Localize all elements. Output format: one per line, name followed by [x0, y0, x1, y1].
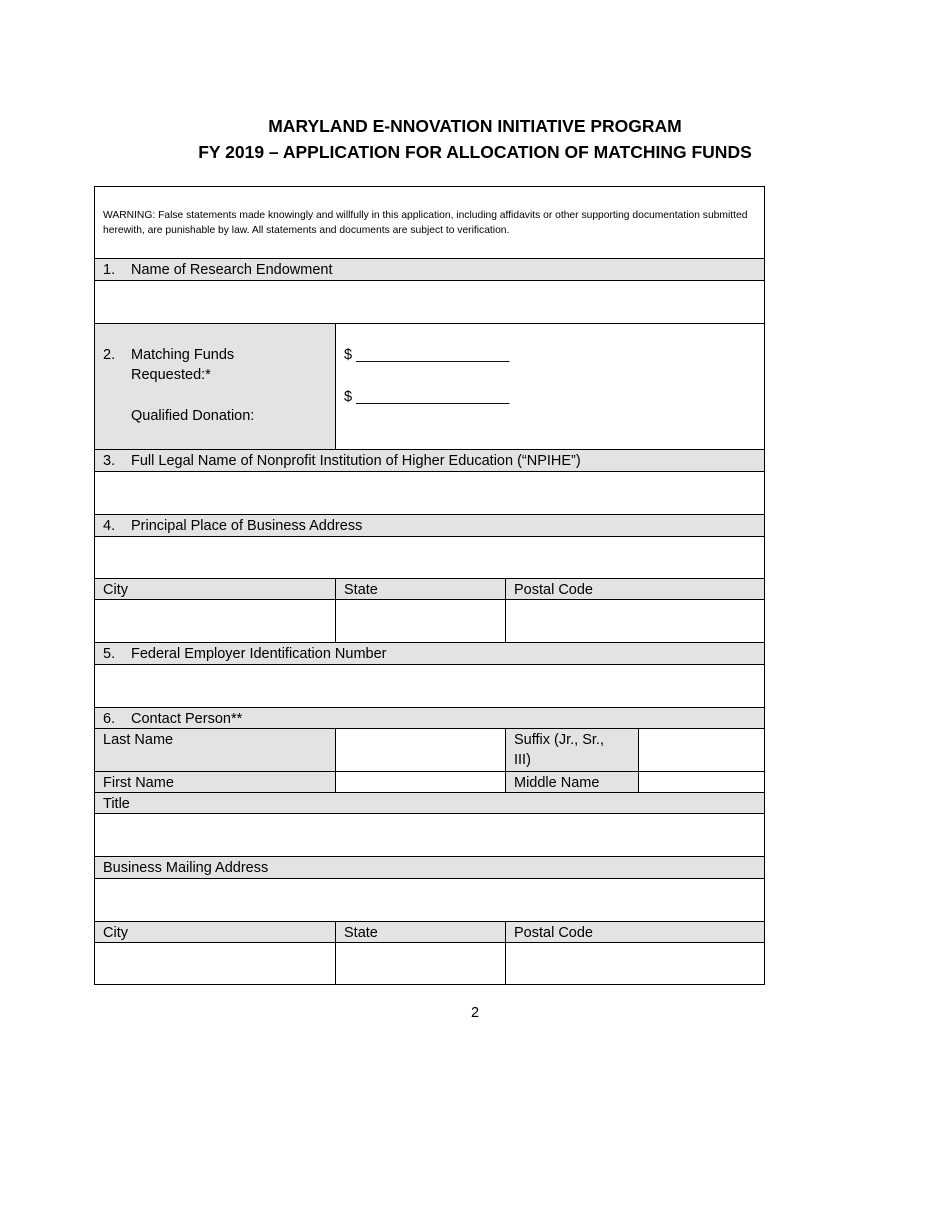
title-label: Title [95, 793, 764, 813]
section-1-number: 1. [103, 262, 116, 278]
state-field[interactable] [336, 600, 506, 642]
section-3-header [95, 450, 764, 471]
suffix-field[interactable] [639, 729, 764, 771]
mailing-state-label: State [344, 925, 378, 941]
first-name-field[interactable] [336, 772, 506, 792]
suffix-label-line2: III) [514, 752, 531, 768]
research-endowment-name-field[interactable] [95, 281, 764, 323]
mailing-postal-code-label: Postal Code [514, 925, 593, 941]
mailing-address-label: Business Mailing Address [95, 857, 764, 878]
section-2-values-cell [336, 324, 764, 449]
section-3-number: 3. [103, 453, 116, 469]
section-5-label: Federal Employer Identification Number [131, 646, 387, 662]
mailing-address-field[interactable] [95, 879, 764, 921]
warning-text: WARNING: False statements made knowingly and willfully in this application, including affidavits or other supporting documentation submitted herewith, are punishable by law. All statements and documents are subject to verification. [103, 210, 748, 236]
form-title-line2: FY 2019 – APPLICATION FOR ALLOCATION OF MATCHING FUNDS [198, 142, 752, 162]
mailing-state-field[interactable] [336, 943, 506, 984]
last-name-field[interactable] [336, 729, 506, 771]
section-2-label-cell [95, 324, 335, 449]
npihe-legal-name-field[interactable] [95, 472, 764, 514]
qualified-donation-label: Qualified Donation: [131, 408, 255, 424]
matching-funds-requested-field[interactable]: $ ___________________ [344, 347, 510, 363]
postal-code-label: Postal Code [514, 582, 593, 598]
section-4-label: Principal Place of Business Address [131, 518, 363, 534]
section-2-number: 2. [103, 347, 116, 363]
fein-field[interactable] [95, 665, 764, 707]
form-title-line1: MARYLAND E-NNOVATION INITIATIVE PROGRAM [268, 116, 682, 136]
section-2-label-line1: Matching Funds [131, 347, 235, 363]
section-2-label-line2: Requested:* [131, 367, 211, 383]
form-title [0, 113, 950, 165]
first-name-label: First Name [95, 772, 335, 792]
city-label: City [103, 582, 128, 598]
section-5-number: 5. [103, 646, 116, 662]
section-4-header [95, 515, 764, 536]
title-field[interactable] [95, 814, 764, 856]
qualified-donation-field[interactable]: $ ___________________ [344, 389, 510, 405]
section-1-header [95, 259, 764, 280]
mailing-city-label: City [103, 925, 128, 941]
section-6-header [95, 708, 764, 728]
business-address-field[interactable] [95, 537, 764, 578]
section-5-header [95, 643, 764, 664]
mailing-postal-code-field[interactable] [506, 943, 764, 984]
section-3-label: Full Legal Name of Nonprofit Institution of Higher Education (“NPIHE”) [131, 453, 581, 469]
city-field[interactable] [95, 600, 335, 642]
suffix-label-line1: Suffix (Jr., Sr., [514, 732, 604, 748]
section-4-number: 4. [103, 518, 116, 534]
section-6-label: Contact Person** [131, 711, 243, 727]
suffix-label [506, 729, 639, 771]
middle-name-field[interactable] [639, 772, 764, 792]
state-label: State [344, 582, 378, 598]
section-1-label: Name of Research Endowment [131, 262, 333, 278]
middle-name-label: Middle Name [506, 772, 639, 792]
page-number: 2 [470, 1005, 480, 1021]
section-6-number: 6. [103, 711, 116, 727]
mailing-city-field[interactable] [95, 943, 335, 984]
application-form [94, 186, 765, 985]
last-name-label: Last Name [95, 729, 335, 771]
postal-code-field[interactable] [506, 600, 764, 642]
